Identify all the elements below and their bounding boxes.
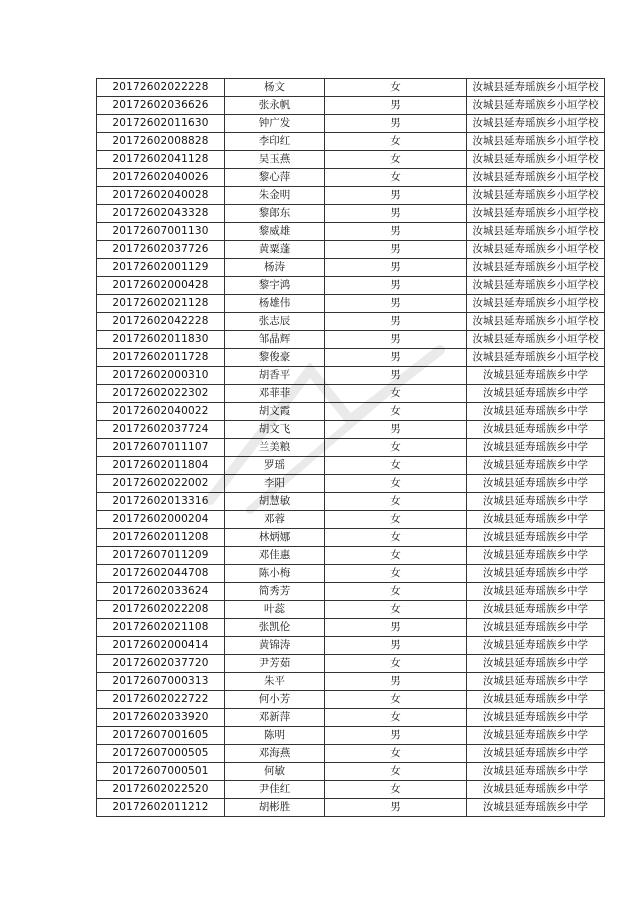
name-cell: 邓菲菲 — [225, 385, 325, 403]
name-cell: 胡香平 — [225, 367, 325, 385]
name-cell: 胡文飞 — [225, 421, 325, 439]
gender-cell: 女 — [325, 691, 467, 709]
student-id-cell: 20172607000501 — [97, 763, 225, 781]
school-cell: 汝城县延寿瑶族乡中学 — [467, 799, 605, 817]
student-id-cell: 20172602000428 — [97, 277, 225, 295]
name-cell: 钟广发 — [225, 115, 325, 133]
name-cell: 尹佳红 — [225, 781, 325, 799]
gender-cell: 女 — [325, 583, 467, 601]
table-row — [97, 475, 605, 493]
gender-cell: 女 — [325, 439, 467, 457]
school-cell: 汝城县延寿瑶族乡中学 — [467, 583, 605, 601]
school-cell: 汝城县延寿瑶族乡中学 — [467, 709, 605, 727]
gender-cell: 男 — [325, 97, 467, 115]
name-cell: 林炳娜 — [225, 529, 325, 547]
school-cell: 汝城县延寿瑶族乡中学 — [467, 745, 605, 763]
gender-cell: 男 — [325, 637, 467, 655]
table-row — [97, 655, 605, 673]
student-id-cell: 20172602040022 — [97, 403, 225, 421]
school-cell: 汝城县延寿瑶族乡中学 — [467, 763, 605, 781]
name-cell: 尹芳茹 — [225, 655, 325, 673]
student-id-cell: 20172602022520 — [97, 781, 225, 799]
school-cell: 汝城县延寿瑶族乡小垣学校 — [467, 313, 605, 331]
school-cell: 汝城县延寿瑶族乡中学 — [467, 493, 605, 511]
student-id-cell: 20172602000414 — [97, 637, 225, 655]
name-cell: 黄锦涛 — [225, 637, 325, 655]
school-cell: 汝城县延寿瑶族乡中学 — [467, 727, 605, 745]
student-id-cell: 20172602043328 — [97, 205, 225, 223]
name-cell: 李印红 — [225, 133, 325, 151]
school-cell: 汝城县延寿瑶族乡中学 — [467, 421, 605, 439]
school-cell: 汝城县延寿瑶族乡小垣学校 — [467, 223, 605, 241]
gender-cell: 男 — [325, 619, 467, 637]
table-row — [97, 223, 605, 241]
student-id-cell: 20172602001129 — [97, 259, 225, 277]
gender-cell: 女 — [325, 493, 467, 511]
gender-cell: 女 — [325, 511, 467, 529]
table-row — [97, 313, 605, 331]
table-row — [97, 115, 605, 133]
student-id-cell: 20172602044708 — [97, 565, 225, 583]
student-id-cell: 20172602011728 — [97, 349, 225, 367]
name-cell: 李阳 — [225, 475, 325, 493]
school-cell: 汝城县延寿瑶族乡中学 — [467, 439, 605, 457]
table-row — [97, 547, 605, 565]
school-cell: 汝城县延寿瑶族乡中学 — [467, 781, 605, 799]
gender-cell: 男 — [325, 727, 467, 745]
name-cell: 杨雄伟 — [225, 295, 325, 313]
table-row — [97, 169, 605, 187]
school-cell: 汝城县延寿瑶族乡中学 — [467, 619, 605, 637]
student-id-cell: 20172602037724 — [97, 421, 225, 439]
school-cell: 汝城县延寿瑶族乡中学 — [467, 511, 605, 529]
name-cell: 兰美粮 — [225, 439, 325, 457]
gender-cell: 女 — [325, 547, 467, 565]
school-cell: 汝城县延寿瑶族乡中学 — [467, 367, 605, 385]
student-id-cell: 20172602013316 — [97, 493, 225, 511]
name-cell: 黎宇鸿 — [225, 277, 325, 295]
student-id-cell: 20172607000313 — [97, 673, 225, 691]
table-row — [97, 403, 605, 421]
name-cell: 吴玉燕 — [225, 151, 325, 169]
table-row — [97, 493, 605, 511]
school-cell: 汝城县延寿瑶族乡小垣学校 — [467, 241, 605, 259]
school-cell: 汝城县延寿瑶族乡小垣学校 — [467, 133, 605, 151]
school-cell: 汝城县延寿瑶族乡中学 — [467, 475, 605, 493]
table-row — [97, 601, 605, 619]
gender-cell: 男 — [325, 349, 467, 367]
gender-cell: 男 — [325, 115, 467, 133]
name-cell: 黎俊豪 — [225, 349, 325, 367]
name-cell: 胡文霞 — [225, 403, 325, 421]
name-cell: 朱平 — [225, 673, 325, 691]
school-cell: 汝城县延寿瑶族乡小垣学校 — [467, 169, 605, 187]
name-cell: 黄粟蓬 — [225, 241, 325, 259]
table-row — [97, 385, 605, 403]
school-cell: 汝城县延寿瑶族乡中学 — [467, 673, 605, 691]
table-row — [97, 259, 605, 277]
school-cell: 汝城县延寿瑶族乡中学 — [467, 385, 605, 403]
student-id-cell: 20172602033920 — [97, 709, 225, 727]
table-row — [97, 619, 605, 637]
name-cell: 杨文 — [225, 79, 325, 97]
school-cell: 汝城县延寿瑶族乡小垣学校 — [467, 349, 605, 367]
gender-cell: 男 — [325, 205, 467, 223]
table-row — [97, 295, 605, 313]
student-id-cell: 20172607011107 — [97, 439, 225, 457]
gender-cell: 女 — [325, 133, 467, 151]
student-id-cell: 20172602022208 — [97, 601, 225, 619]
school-cell: 汝城县延寿瑶族乡小垣学校 — [467, 259, 605, 277]
student-id-cell: 20172602022302 — [97, 385, 225, 403]
table-row — [97, 763, 605, 781]
name-cell: 邓佳惠 — [225, 547, 325, 565]
school-cell: 汝城县延寿瑶族乡中学 — [467, 691, 605, 709]
name-cell: 叶蕊 — [225, 601, 325, 619]
school-cell: 汝城县延寿瑶族乡小垣学校 — [467, 295, 605, 313]
school-cell: 汝城县延寿瑶族乡中学 — [467, 637, 605, 655]
student-id-cell: 20172602000204 — [97, 511, 225, 529]
name-cell: 朱金明 — [225, 187, 325, 205]
name-cell: 邓蓉 — [225, 511, 325, 529]
name-cell: 何敏 — [225, 763, 325, 781]
gender-cell: 男 — [325, 367, 467, 385]
gender-cell: 男 — [325, 223, 467, 241]
student-id-cell: 20172602037726 — [97, 241, 225, 259]
name-cell: 简秀芳 — [225, 583, 325, 601]
gender-cell: 男 — [325, 673, 467, 691]
table-row — [97, 691, 605, 709]
gender-cell: 男 — [325, 313, 467, 331]
gender-cell: 女 — [325, 655, 467, 673]
table-row — [97, 241, 605, 259]
student-id-cell: 20172602040028 — [97, 187, 225, 205]
name-cell: 何小芳 — [225, 691, 325, 709]
school-cell: 汝城县延寿瑶族乡小垣学校 — [467, 331, 605, 349]
gender-cell: 女 — [325, 151, 467, 169]
roster-table-body — [97, 79, 605, 817]
name-cell: 黎郎东 — [225, 205, 325, 223]
school-cell: 汝城县延寿瑶族乡中学 — [467, 457, 605, 475]
school-cell: 汝城县延寿瑶族乡小垣学校 — [467, 151, 605, 169]
gender-cell: 女 — [325, 745, 467, 763]
table-row — [97, 151, 605, 169]
table-row — [97, 331, 605, 349]
student-id-cell: 20172602011804 — [97, 457, 225, 475]
gender-cell: 女 — [325, 601, 467, 619]
gender-cell: 女 — [325, 565, 467, 583]
student-id-cell: 20172602037720 — [97, 655, 225, 673]
table-row — [97, 205, 605, 223]
name-cell: 张永帆 — [225, 97, 325, 115]
table-row — [97, 745, 605, 763]
name-cell: 黎心萍 — [225, 169, 325, 187]
name-cell: 罗瑶 — [225, 457, 325, 475]
student-id-cell: 20172607000505 — [97, 745, 225, 763]
name-cell: 胡彬胜 — [225, 799, 325, 817]
student-id-cell: 20172602036626 — [97, 97, 225, 115]
gender-cell: 女 — [325, 169, 467, 187]
school-cell: 汝城县延寿瑶族乡中学 — [467, 655, 605, 673]
table-row — [97, 421, 605, 439]
name-cell: 张志辰 — [225, 313, 325, 331]
table-row — [97, 133, 605, 151]
gender-cell: 女 — [325, 529, 467, 547]
student-id-cell: 20172602000310 — [97, 367, 225, 385]
gender-cell: 女 — [325, 475, 467, 493]
table-row — [97, 79, 605, 97]
gender-cell: 女 — [325, 763, 467, 781]
school-cell: 汝城县延寿瑶族乡中学 — [467, 601, 605, 619]
name-cell: 黎威雄 — [225, 223, 325, 241]
table-row — [97, 799, 605, 817]
table-row — [97, 277, 605, 295]
student-id-cell: 20172602011630 — [97, 115, 225, 133]
table-row — [97, 511, 605, 529]
gender-cell: 男 — [325, 331, 467, 349]
student-id-cell: 20172602008828 — [97, 133, 225, 151]
student-id-cell: 20172602040026 — [97, 169, 225, 187]
table-row — [97, 529, 605, 547]
name-cell: 邹晶辉 — [225, 331, 325, 349]
gender-cell: 男 — [325, 799, 467, 817]
roster-sheet — [96, 78, 604, 817]
student-id-cell: 20172602041128 — [97, 151, 225, 169]
table-row — [97, 709, 605, 727]
name-cell: 陈小梅 — [225, 565, 325, 583]
school-cell: 汝城县延寿瑶族乡中学 — [467, 565, 605, 583]
gender-cell: 女 — [325, 403, 467, 421]
school-cell: 汝城县延寿瑶族乡中学 — [467, 529, 605, 547]
gender-cell: 女 — [325, 79, 467, 97]
student-id-cell: 20172602022228 — [97, 79, 225, 97]
table-row — [97, 727, 605, 745]
table-row — [97, 367, 605, 385]
name-cell: 邓新萍 — [225, 709, 325, 727]
table-row — [97, 439, 605, 457]
school-cell: 汝城县延寿瑶族乡中学 — [467, 403, 605, 421]
student-id-cell: 20172602042228 — [97, 313, 225, 331]
table-row — [97, 187, 605, 205]
student-id-cell: 20172602021108 — [97, 619, 225, 637]
student-id-cell: 20172602033624 — [97, 583, 225, 601]
gender-cell: 女 — [325, 781, 467, 799]
school-cell: 汝城县延寿瑶族乡小垣学校 — [467, 205, 605, 223]
gender-cell: 男 — [325, 277, 467, 295]
roster-table — [96, 78, 605, 817]
student-id-cell: 20172602011208 — [97, 529, 225, 547]
table-row — [97, 583, 605, 601]
school-cell: 汝城县延寿瑶族乡小垣学校 — [467, 97, 605, 115]
table-row — [97, 457, 605, 475]
name-cell: 杨涛 — [225, 259, 325, 277]
gender-cell: 女 — [325, 709, 467, 727]
student-id-cell: 20172602011830 — [97, 331, 225, 349]
gender-cell: 男 — [325, 421, 467, 439]
school-cell: 汝城县延寿瑶族乡小垣学校 — [467, 79, 605, 97]
student-id-cell: 20172602011212 — [97, 799, 225, 817]
name-cell: 胡慧敏 — [225, 493, 325, 511]
student-id-cell: 20172602022722 — [97, 691, 225, 709]
name-cell: 陈明 — [225, 727, 325, 745]
school-cell: 汝城县延寿瑶族乡小垣学校 — [467, 115, 605, 133]
gender-cell: 男 — [325, 259, 467, 277]
student-id-cell: 20172607001605 — [97, 727, 225, 745]
student-id-cell: 20172602021128 — [97, 295, 225, 313]
gender-cell: 男 — [325, 295, 467, 313]
name-cell: 邓海燕 — [225, 745, 325, 763]
student-id-cell: 20172602022002 — [97, 475, 225, 493]
gender-cell: 男 — [325, 187, 467, 205]
student-id-cell: 20172607011209 — [97, 547, 225, 565]
school-cell: 汝城县延寿瑶族乡小垣学校 — [467, 187, 605, 205]
student-id-cell: 20172607001130 — [97, 223, 225, 241]
name-cell: 张凯伦 — [225, 619, 325, 637]
school-cell: 汝城县延寿瑶族乡中学 — [467, 547, 605, 565]
gender-cell: 男 — [325, 241, 467, 259]
table-row — [97, 565, 605, 583]
table-row — [97, 637, 605, 655]
school-cell: 汝城县延寿瑶族乡小垣学校 — [467, 277, 605, 295]
table-row — [97, 349, 605, 367]
gender-cell: 女 — [325, 385, 467, 403]
table-row — [97, 97, 605, 115]
table-row — [97, 673, 605, 691]
gender-cell: 女 — [325, 457, 467, 475]
table-row — [97, 781, 605, 799]
